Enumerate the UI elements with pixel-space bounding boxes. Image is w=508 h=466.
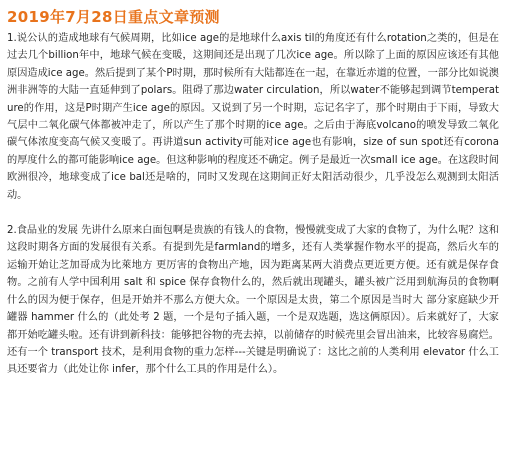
paragraph-ice-age: 1.说公认的造成地球有气候周期，比如ice age的是地球什么axis til的角度还有什么rotation之类的，但是在过去几个billion年中，地球气候在变暖，这期间还是出现了几次ice age。所以除了上面的原因应该还有其他原因造成ice age。然后提到了某个P时期，那时候所有大陆都连在一起，在靠近赤道的位置，一部分比如说澳洲非洲等的大陆一直延伸到了polars。阻碍了那边water circulation，所以water不能够起到调节temperature的作用，这是P时期产生ice age的原因。又说到了另一个时期，忘记名字了，那个时期由于下雨，导致大气层中二氧化碳气体都被冲走了，所以产生了那个时期的ice age。之后由于海底volcano的喷发导致二氧化碳气体浓度变高气候又变暖了。再讲道sun activity可能对ice age也有影响，size of sun spot还有corona的厚度什么的都可能影响ice age。但这种影响的程度还不确定。例子是最近一次small ice age。在这段时间欧洲很冷，地球变成了ice bal还是啥的，同时又发现在这期间正好太阳活动很少，几乎没怎么观测到太阳活动。 [7,33,499,201]
page-title: 2019年7月28日重点文章预测 [7,8,220,26]
paragraph-food-industry: 2.食品业的发展 先讲什么原来白面包啊是贵族的有钱人的食物，慢慢就变成了大家的食物了，为什么呢？这和这段时期各方面的发展很有关系。有提到先是farmland的增多，还有人类掌握作物水平的提高，然后火车的运输开始让芝加哥成为比萊地方 更厉害的食物出产地，因为距离某两大消费点更近更方便。还有就是保存食物。之前有人学中国利用 salt 和 spice 保存食物什么的，然后就出现罐头，罐头被广泛用到航海员的食物啊什么的因为便于保存，但是开始并不那么方便大众。一个原因是太贵，第二个原因是当时大 部分家庭缺少开罐器 hammer 什么的（此处考 2 题，一个是句子插入题，一个是双选题，选这俩原因）。后来就好了，大家都开始吃罐头啦。还有讲到新科技：能够把谷物的壳去掉，以前储存的时候壳里会冒出油来，比较容易腐烂。还有一个 transport 技术，是利用食物的重力怎样---关键是明确说了：这比之前的人类利用 elevator 什么工具还要省力（此处让你 infer，那个什么工具的作用是什么）。 [7,225,499,376]
paragraph-spacer [7,204,499,222]
